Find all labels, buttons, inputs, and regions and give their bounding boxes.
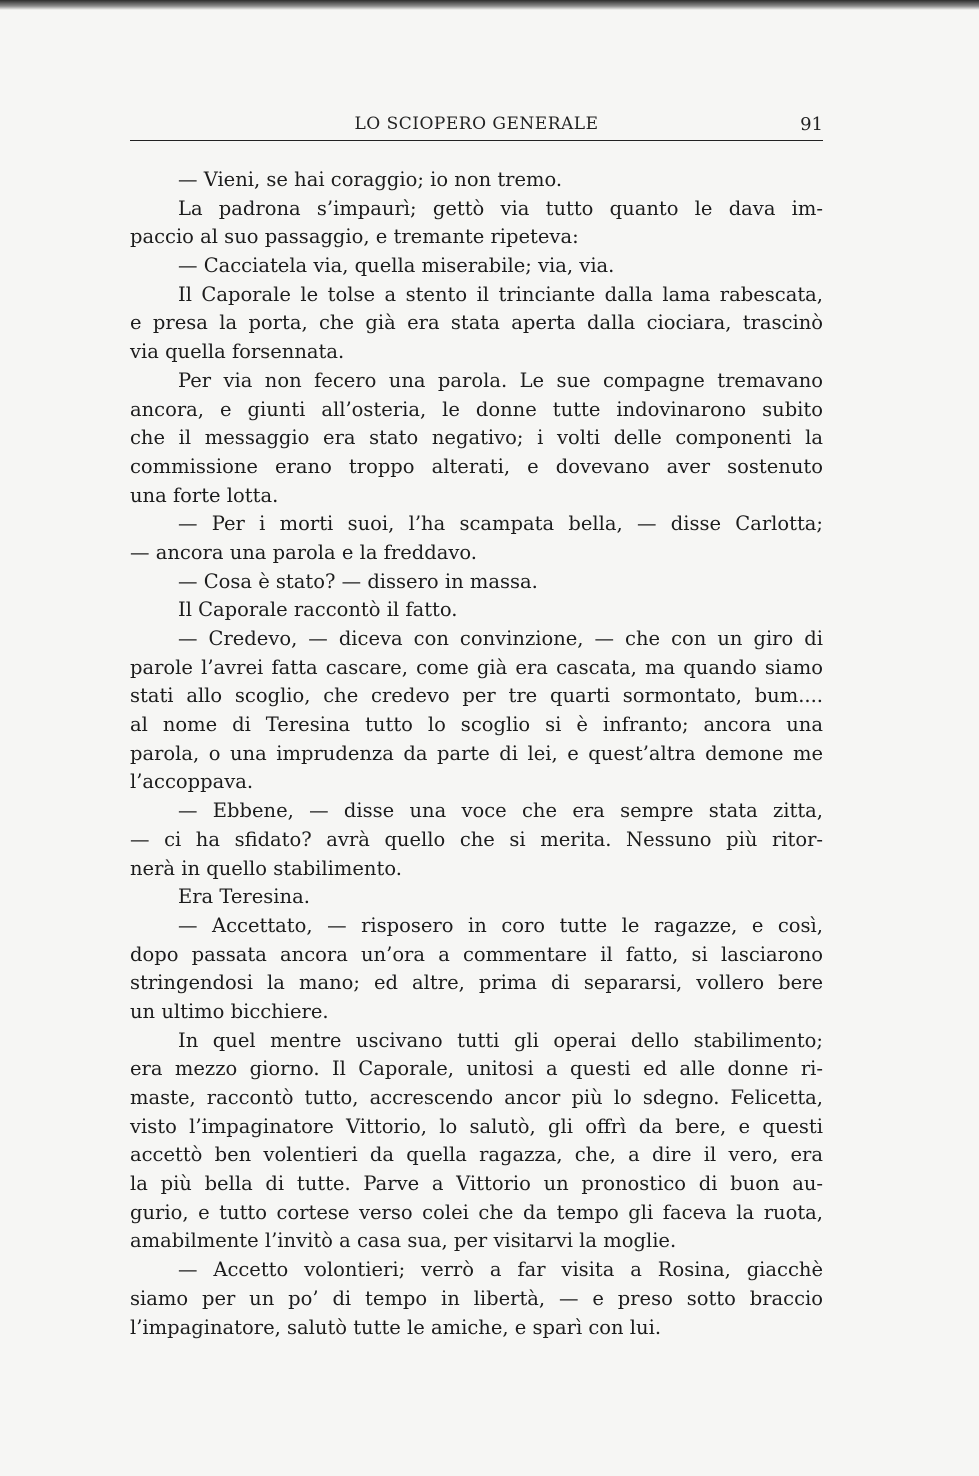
text-line: paccio al suo passaggio, e tremante ripeteva:: [130, 225, 579, 249]
text-line: parola, o una imprudenza da parte di lei, e quest’altra demone me: [130, 741, 823, 765]
text-line: era mezzo giorno. Il Caporale, unitosi a questi ed alle donne ri-: [130, 1057, 823, 1081]
text-line: — Per i morti suoi, l’ha scampata bella, — disse Carlotta;: [178, 512, 823, 536]
text-line: la più bella di tutte. Parve a Vittorio un pronostico di buon au-: [130, 1172, 823, 1196]
text-line: e presa la porta, che già era stata aperta dalla ciociara, trascinò: [130, 311, 823, 335]
text-line: — ancora una parola e la freddavo.: [130, 540, 477, 564]
text-line: visto l’impaginatore Vittorio, lo salutò, gli offrì da bere, e questi: [130, 1114, 823, 1138]
body-text: [130, 166, 823, 1342]
text-line: ancora, e giunti all’osteria, le donne tutte indovinarono subito: [130, 397, 823, 421]
running-title: LO SCIOPERO GENERALE: [354, 114, 599, 134]
text-line: — ci ha sfidato? avrà quello che si merita. Nessuno più ritor-: [130, 827, 823, 851]
text-line: La padrona s’impaurì; gettò via tutto quanto le dava im-: [178, 196, 823, 220]
text-line: In quel mentre uscivano tutti gli operai dello stabilimento;: [178, 1028, 823, 1052]
text-line: — Cosa è stato? — dissero in massa.: [178, 569, 538, 593]
text-line: un ultimo bicchiere.: [130, 999, 329, 1023]
text-line: Era Teresina.: [178, 885, 310, 909]
scan-top-edge: [0, 0, 979, 10]
text-line: una forte lotta.: [130, 483, 279, 507]
text-line: — Accettato, — risposero in coro tutte le ragazze, e così,: [178, 913, 823, 937]
page-number: 91: [800, 114, 823, 135]
text-line: — Cacciatela via, quella miserabile; via, via.: [178, 254, 615, 278]
text-line: Per via non fecero una parola. Le sue compagne tremavano: [178, 368, 823, 392]
text-line: accettò ben volentieri da quella ragazza, che, a dire il vero, era: [130, 1143, 823, 1167]
text-line: — Credevo, — diceva con convinzione, — che con un giro di: [178, 627, 823, 650]
text-line: stati allo scoglio, che credevo per tre quarti sormontato, bum....: [130, 684, 823, 708]
text-line: commissione erano troppo alterati, e dovevano aver sostenuto: [130, 454, 823, 478]
text-line: — Accetto volontieri; verrò a far visita a Rosina, giacchè: [178, 1258, 823, 1282]
text-line: via quella forsennata.: [130, 340, 345, 364]
text-line: amabilmente l’invitò a casa sua, per visitarvi la moglie.: [130, 1229, 677, 1253]
text-line: l’accoppava.: [130, 770, 254, 794]
text-line: che il messaggio era stato negativo; i volti delle componenti la: [130, 426, 823, 450]
text-line: maste, raccontò tutto, accrescendo ancor più lo sdegno. Felicetta,: [130, 1086, 823, 1109]
text-line: — Ebbene, — disse una voce che era sempre stata zitta,: [178, 799, 823, 823]
text-line: siamo per un po’ di tempo in libertà, — e preso sotto braccio: [130, 1286, 823, 1310]
text-line: nerà in quello stabilimento.: [130, 856, 402, 880]
text-line: gurio, e tutto cortese verso colei che da tempo gli faceva la ruota,: [130, 1200, 823, 1224]
text-line: Il Caporale le tolse a stento il trinciante dalla lama rabescata,: [178, 282, 823, 306]
text-line: — Vieni, se hai coraggio; io non tremo.: [178, 168, 563, 191]
text-line: l’impaginatore, salutò tutte le amiche, e sparì con lui.: [130, 1315, 662, 1339]
text-line: Il Caporale raccontò il fatto.: [178, 598, 458, 622]
text-line: parole l’avrei fatta cascare, come già era cascata, ma quando siamo: [130, 655, 823, 679]
text-line: dopo passata ancora un’ora a commentare il fatto, si lasciarono: [130, 942, 823, 966]
text-line: al nome di Teresina tutto lo scoglio si è infranto; ancora una: [130, 713, 823, 737]
text-line: stringendosi la mano; ed altre, prima di separarsi, vollero bere: [130, 971, 823, 995]
header-rule: [130, 140, 823, 141]
